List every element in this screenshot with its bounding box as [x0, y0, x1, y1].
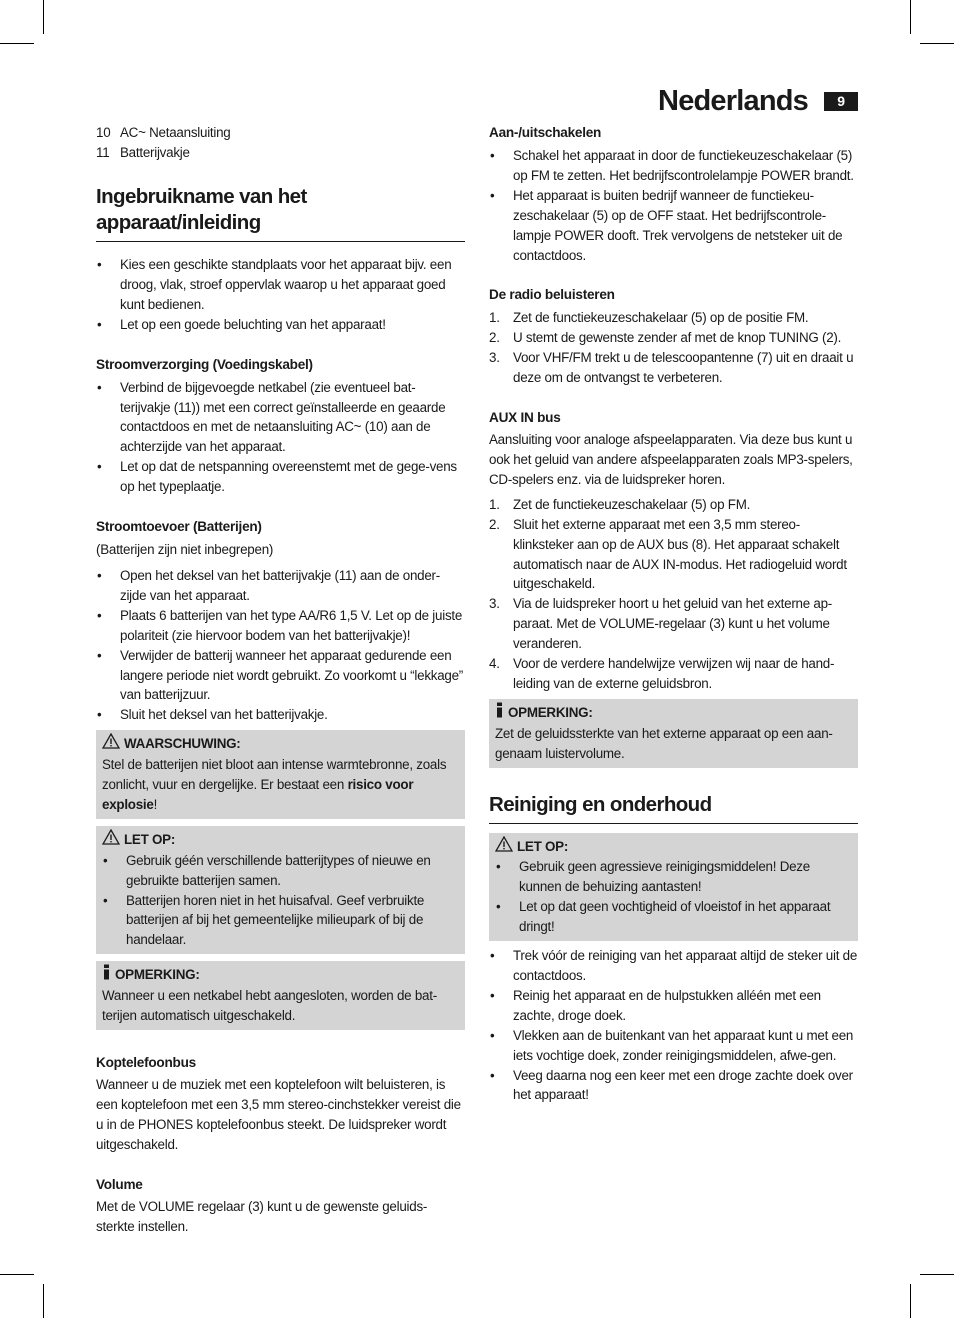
note-title: OPMERKING: [508, 704, 593, 720]
warning-triangle-icon [102, 733, 120, 755]
crop-mark [920, 43, 954, 44]
note-box [489, 699, 858, 768]
step-text: Voor VHF/FM trekt u de telescoopantenne (7) uit en draait u deze om de ontvangst te verbeteren. [513, 350, 854, 386]
item-number: 11 [96, 145, 110, 160]
volume-text: Met de VOLUME regelaar (3) kunt u de gewenste geluids-sterkte instellen. [96, 1198, 428, 1234]
warning-triangle-icon [495, 836, 513, 858]
list-item [489, 348, 858, 388]
crop-mark [0, 43, 34, 44]
caution-title-row [102, 829, 459, 851]
right-column [489, 123, 858, 1105]
warning-text-part: ! [153, 796, 158, 812]
note-text: Wanneer u een netkabel hebt aangesloten, worden de bat-terijen automatisch uitgeschakeld. [102, 988, 437, 1024]
info-icon [102, 964, 111, 986]
note-title-row [102, 964, 459, 986]
list-item: • Let op een goede beluchting van het apparaat! [96, 315, 465, 335]
step-text: Voor de verdere handelwijze verwijzen wij naar de hand-leiding van de externe geluidsbron. [513, 656, 835, 691]
list-item: • Batterijen horen niet in het huisafval. Geef verbruikte batterijen af bij het gemeentelijke milieupark of bij de handelaar. [102, 891, 459, 951]
step-number: 2. [489, 330, 500, 346]
bullet-list [489, 946, 858, 1105]
warning-title: WAARSCHUWING: [124, 736, 241, 752]
subsection-heading: De radio beluisteren [489, 287, 615, 303]
caution-title: LET OP: [124, 831, 176, 847]
list-item: • Let op dat de netspanning overeenstemt met de gege-vens op het typeplaatje. [96, 457, 465, 497]
list-item: • Gebruik géén verschillende batterijtypes of nieuwe en gebruikte batterijen samen. [102, 851, 459, 891]
bullet-list [489, 146, 858, 265]
step-number: 4. [489, 656, 500, 672]
caution-list [495, 857, 852, 937]
list-item [489, 594, 858, 654]
subsection-heading: Stroomverzorging (Voedingskabel) [96, 356, 313, 372]
list-item: • Het apparaat is buiten bedrijf wanneer de functiekeu-zeschakelaar (5) op de OFF staat. Het bedrijfscontrole-lampje POWER dooft. Trek vervolgens de netsteker uit de contactdoos. [489, 186, 858, 266]
warning-text [102, 755, 459, 815]
caution-list [102, 851, 459, 951]
list-item [96, 143, 465, 163]
subsection-heading: Aan-/uitschakelen [489, 125, 602, 140]
list-item [489, 328, 858, 348]
caution-box [489, 833, 858, 942]
crop-mark [0, 1274, 34, 1275]
caution-title-row [495, 836, 852, 858]
crop-mark [920, 1274, 954, 1275]
numbered-list [489, 495, 858, 694]
numbered-list [489, 308, 858, 388]
list-item [489, 495, 858, 515]
left-column [96, 123, 465, 1236]
step-number: 3. [489, 596, 500, 612]
crop-mark [910, 0, 911, 34]
subsection-heading: Volume [96, 1176, 143, 1192]
subsection-heading: Koptelefoonbus [96, 1055, 196, 1070]
step-number: 1. [489, 310, 500, 326]
subsection-heading: AUX IN bus [489, 410, 561, 426]
list-item: • Reinig het apparaat en de hulpstukken alléén met een zachte, droge doek. [489, 986, 858, 1026]
item-number: 10 [96, 125, 111, 140]
list-item: • Verwijder de batterij wanneer het apparaat gedurende een langere periode niet wordt gebruikt. Zo voorkomt u “lekkage” van batterijzuur. [96, 646, 465, 706]
list-item: • Plaats 6 batterijen van het type AA/R6 1,5 V. Let op de juiste polariteit (zie hiervoor bodem van het batterijvakje)! [96, 606, 465, 646]
headphones-text: Wanneer u de muziek met een koptelefoon wilt beluisteren, is een koptelefoon met een 3,5 mm stereo-cinchstekker vereist die u in de PHONES koptelefoonbus steekt. De luidspreker wordt uitgeschakeld. [96, 1077, 461, 1152]
caution-box [96, 826, 465, 954]
battery-note: (Batterijen zijn niet inbegrepen) [96, 542, 274, 558]
crop-mark [43, 1284, 44, 1318]
list-item [96, 123, 465, 143]
list-item [489, 654, 858, 694]
step-number: 2. [489, 516, 500, 532]
list-item: • Schakel het apparaat in door de functiekeuzeschakelaar (5) op FM te zetten. Het bedrijfscontrolelampje POWER brandt. [489, 146, 858, 186]
aux-intro: Aansluiting voor analoge afspeelapparaten. Via deze bus kunt u ook het geluid van andere afspeelapparaten zoals MP3-spelers, CD-spelers enz. via de luidspreker horen. [489, 432, 853, 487]
subsection-heading: Stroomtoevoer (Batterijen) [96, 519, 262, 535]
step-text: Via de luidspreker hoort u het geluid van het externe ap-paraat. Met de VOLUME-regelaar (3) kunt u het volume veranderen. [513, 596, 832, 652]
bullet-list [96, 378, 465, 497]
list-item [489, 308, 858, 328]
step-number: 1. [489, 496, 500, 512]
note-title-row [495, 702, 852, 724]
list-item: • Vlekken aan de buitenkant van het apparaat kunt u met een iets vochtige doek, zonder reinigingsmiddelen, afwe-gen. [489, 1026, 858, 1066]
list-item: • Sluit het deksel van het batterijvakje. [96, 705, 465, 725]
list-item [489, 515, 858, 595]
step-text: U stemt de gewenste zender af met de knop TUNING (2). [513, 330, 842, 346]
crop-mark [43, 0, 44, 34]
warning-text-part: Stel de batterijen niet bloot aan intense warmtebronne, zoals zonlicht, vuur en dergelijke. Er bestaat een [102, 757, 447, 793]
item-label: AC~ Netaansluiting [120, 125, 231, 140]
warning-title-row [102, 733, 459, 755]
step-number: 3. [489, 350, 500, 366]
caution-title: LET OP: [517, 838, 569, 854]
list-item: • Kies een geschikte standplaats voor het apparaat bijv. een droog, vlak, stroef oppervlak waarop u het apparaat goed kunt bedienen. [96, 255, 465, 315]
crop-mark [910, 1284, 911, 1318]
warning-triangle-icon [102, 829, 120, 851]
warning-text-emphasis: risico voor explosie [102, 777, 414, 812]
warning-box [96, 730, 465, 819]
step-text: Zet de functiekeuzeschakelaar (5) op FM. [513, 496, 751, 512]
section-heading: Ingebruikname van het apparaat/inleiding [96, 184, 465, 242]
parts-list [96, 123, 465, 163]
step-text: Sluit het externe apparaat met een 3,5 mm stereo-klinksteker aan op de AUX bus (8). Het apparaat schakelt automatisch naar de AUX IN-modus. Het radiogeluid wordt uitgeschakeld. [513, 516, 847, 592]
step-text: Zet de functiekeuzeschakelaar (5) op de positie FM. [513, 310, 809, 326]
section-heading: Reiniging en onderhoud [489, 792, 858, 824]
note-title: OPMERKING: [115, 967, 200, 983]
bullet-list [96, 255, 465, 335]
note-box [96, 961, 465, 1030]
info-icon [495, 702, 504, 724]
list-item: • Let op dat geen vochtigheid of vloeistof in het apparaat dringt! [495, 897, 852, 937]
page-header [658, 84, 858, 118]
page-number: 9 [824, 92, 858, 111]
bullet-list [96, 566, 465, 725]
list-item: • Verbind de bijgevoegde netkabel (zie eventueel bat-terijvakje (11)) met een correct geïnstalleerde en geaarde contactdoos en met de netaansluiting AC~ (10) aan de achterzijde van het apparaat. [96, 378, 465, 458]
note-text: Zet de geluidssterkte van het externe apparaat op een aan-genaam luistervolume. [495, 725, 833, 761]
list-item: • Veeg daarna nog een keer met een droge zachte doek over het apparaat! [489, 1066, 858, 1106]
list-item: • Trek vóór de reiniging van het apparaat altijd de steker uit de contactdoos. [489, 946, 858, 986]
item-label: Batterijvakje [120, 145, 190, 160]
list-item: • Gebruik geen agressieve reinigingsmiddelen! Deze kunnen de behuizing aantasten! [495, 857, 852, 897]
list-item: • Open het deksel van het batterijvakje (11) aan de onder-zijde van het apparaat. [96, 566, 465, 606]
language-title: Nederlands [658, 85, 808, 117]
